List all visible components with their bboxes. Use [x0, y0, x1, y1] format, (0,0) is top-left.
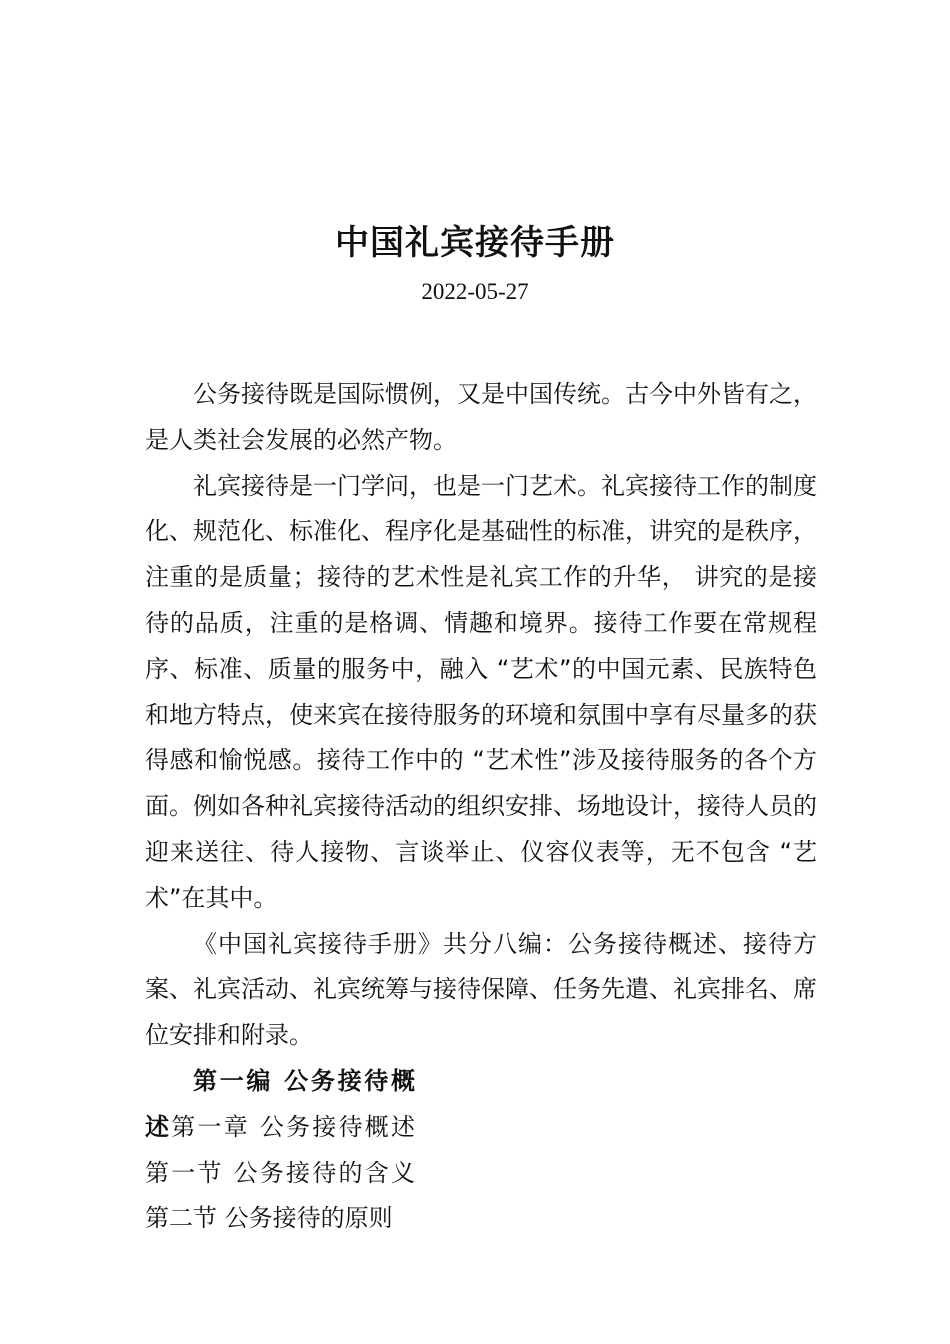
document-title: 中国礼宾接待手册	[335, 223, 615, 263]
paragraph-intro: 公务接待既是国际惯例，又是中国传统。古今中外皆有之，是人类社会发展的必然产物。	[145, 380, 817, 454]
paragraph-book-structure: 《中国礼宾接待手册》共分八编：公务接待概述、接待方案、礼宾活动、礼宾统筹与接待保障、任务先遣、礼宾排名、席位安排和附录。	[145, 929, 817, 1050]
table-of-contents	[145, 1059, 415, 1242]
paragraph-art-of-reception: 礼宾接待是一门学问，也是一门艺术。礼宾接待工作的制度化、规范化、标准化、程序化是基础性的标准，讲究的是秩序，注重的是质量；接待的艺术性是礼宾工作的升华， 讲究的是接待的品质，注重的是格调、情趣和境界。接待工作要在常规程序、标准、质量的服务中，融入 “艺术”的中国元素、民族特色和地方特点，使来宾在接待服务的环境和氛围中享有尽量多的获得感和愉悦感。接待工作中的 “艺术性”涉及接待服务的各个方面。例如各种礼宾接待活动的组织安排、场地设计，接待人员的迎来送往、待人接物、言谈举止、仪容仪表等，无不包含 “艺术”在其中。	[145, 471, 817, 912]
toc-entries: 第一章 公务接待概述第一节 公务接待的含义第二节 公务接待的原则	[145, 1112, 416, 1233]
document-date: 2022-05-27	[421, 279, 529, 304]
document-body	[145, 372, 817, 1242]
toc-part-heading: 第一编 公务接待概述	[145, 1066, 415, 1141]
